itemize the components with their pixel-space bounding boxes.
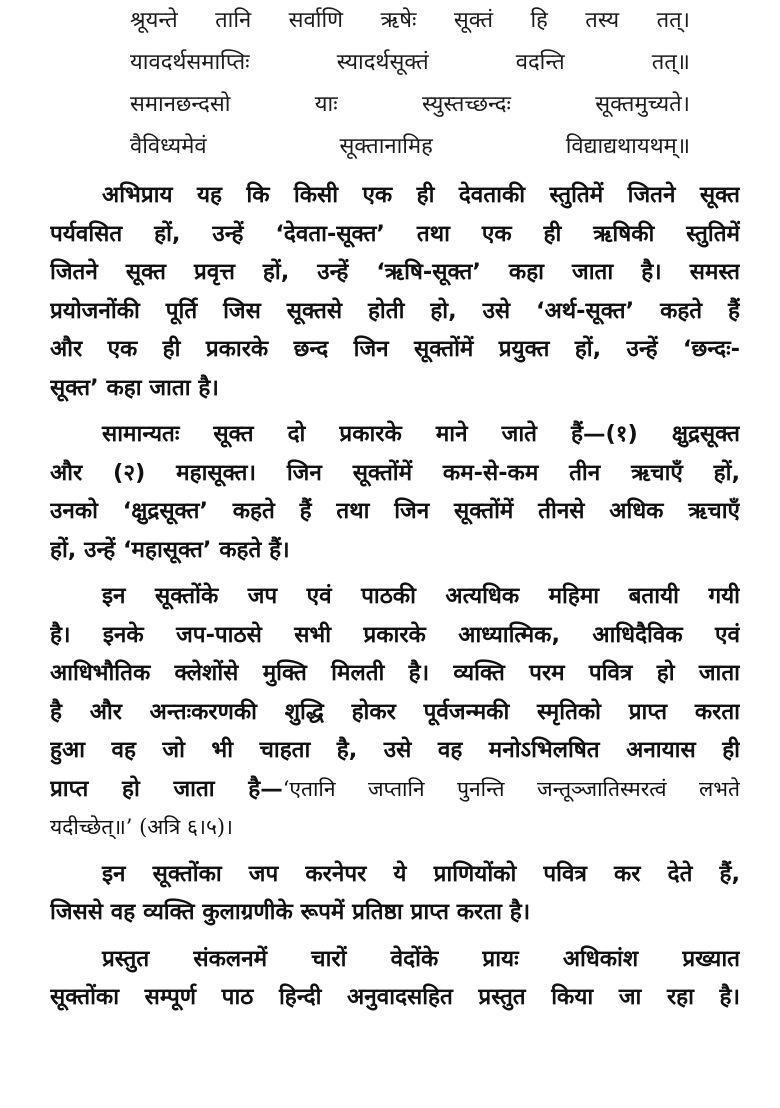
verse-word: याः bbox=[314, 92, 338, 117]
verse-word: तत्। bbox=[656, 8, 690, 33]
text-line: इन सूक्तोंका जप करनेपर ये प्राणियोंको पवित्र कर देते हैं, bbox=[102, 860, 740, 887]
text-line: है और अन्तःकरणकी शुद्धि होकर पूर्वजन्मकी स्मृतिको प्राप्त करता bbox=[50, 698, 740, 725]
verse-word: तानि bbox=[215, 8, 252, 33]
verse-line bbox=[130, 0, 690, 42]
verse-word: तस्य bbox=[585, 8, 620, 33]
paragraph-compilation bbox=[50, 940, 740, 1017]
verse-word: हि bbox=[530, 8, 548, 33]
verse-line bbox=[130, 42, 690, 84]
text-line: इन सूक्तोंके जप एवं पाठकी अत्यधिक महिमा बतायी गयी bbox=[102, 583, 740, 609]
verse-line bbox=[130, 126, 690, 168]
text-segment: प्राप्त हो जाता है— bbox=[50, 775, 283, 802]
text-line: है। इनके जप-पाठसे सभी प्रकारके आध्यात्मिक, आधिदैविक एवं bbox=[50, 621, 740, 648]
document-page bbox=[50, 0, 740, 1017]
verse-word: तत्॥ bbox=[651, 50, 690, 75]
text-line: प्रस्तुत संकलनमें चारों वेदोंके प्रायः अधिकांश प्रख्यात bbox=[102, 945, 740, 972]
verse-word: सूक्तमुच्यते। bbox=[595, 92, 690, 117]
text-line: और (२) महासूक्त। जिन सूक्तोंमें कम-से-कम तीन ऋचाएँ हों, bbox=[50, 459, 740, 486]
sanskrit-quote: ‘एतानि जप्तानि पुनन्ति जन्तूञ्जातिस्मरत्वं लभते bbox=[282, 776, 740, 801]
verse-word: स्यादर्थसूक्तं bbox=[336, 50, 429, 75]
verse-word: वदन्ति bbox=[515, 50, 565, 75]
text-line: जितने सूक्त प्रवृत्त हों, उन्हें ‘ऋषि-सूक्त’ कहा जाता है। समस्त bbox=[50, 259, 740, 285]
sanskrit-quote-end: यदीच्छेत्॥’ (अत्रि ६।५)। bbox=[50, 815, 234, 839]
verse-word: स्युस्तच्छन्दः bbox=[422, 92, 511, 117]
text-line: प्रयोजनोंकी पूर्ति जिस सूक्तसे होती हो, उसे ‘अर्थ-सूक्त’ कहते हैं bbox=[50, 297, 740, 324]
verse-word: यावदर्थसमाप्तिः bbox=[130, 50, 250, 75]
text-line: उनको ‘क्षुद्रसूक्त’ कहते हैं तथा जिन सूक्तोंमें तीनसे अधिक ऋचाएँ bbox=[50, 498, 740, 524]
text-line: सामान्यतः सूक्त दो प्रकारके माने जाते हैं—(१) क्षुद्रसूक्त bbox=[102, 421, 740, 447]
verse-word: वैविध्यमेवं bbox=[130, 134, 207, 159]
text-line bbox=[50, 770, 740, 809]
verse-word: सूक्तानामिह bbox=[339, 134, 433, 159]
paragraph-sukta-benefit bbox=[50, 855, 740, 932]
text-line: जिससे वह व्यक्ति कुलाग्रणीके रूपमें प्रतिष्ठा प्राप्त करता है। bbox=[50, 899, 531, 925]
paragraph-sukta-types bbox=[50, 176, 740, 407]
text-line: आधिभौतिक क्लेशोंसे मुक्ति मिलती है। व्यक्ति परम पवित्र हो जाता bbox=[50, 660, 740, 686]
verse-word: समानछन्दसो bbox=[130, 92, 231, 117]
text-line: सूक्तोंका सम्पूर्ण पाठ हिन्दी अनुवादसहित प्रस्तुत किया जा रहा है। bbox=[50, 984, 740, 1010]
text-line: सूक्त’ कहा जाता है। bbox=[50, 374, 219, 401]
verse-word: विद्याद्यथायथम्॥ bbox=[565, 134, 690, 159]
text-line: हों, उन्हें ‘महासूक्त’ कहते हैं। bbox=[50, 536, 290, 563]
verse-line bbox=[130, 84, 690, 126]
verse-word: ऋषेः bbox=[380, 8, 417, 33]
text-line: और एक ही प्रकारके छन्द जिन सूक्तोंमें प्रयुक्त हों, उन्हें ‘छन्दः- bbox=[50, 336, 740, 362]
verse-word: सूक्तं bbox=[453, 8, 494, 33]
text-line: पर्यवसित हों, उन्हें ‘देवता-सूक्त’ तथा एक ही ऋषिकी स्तुतिमें bbox=[50, 220, 740, 247]
text-line: हुआ वह जो भी चाहता है, उसे वह मनोऽभिलषित अनायास ही bbox=[50, 737, 740, 763]
verse-word: सर्वाणि bbox=[288, 8, 344, 33]
paragraph-sukta-kinds bbox=[50, 415, 740, 569]
verse-word: श्रूयन्ते bbox=[130, 8, 178, 33]
text-line: अभिप्राय यह कि किसी एक ही देवताकी स्तुतिमें जितने सूक्त bbox=[102, 182, 740, 208]
paragraph-sukta-glory bbox=[50, 577, 740, 847]
sanskrit-verse bbox=[130, 0, 690, 168]
